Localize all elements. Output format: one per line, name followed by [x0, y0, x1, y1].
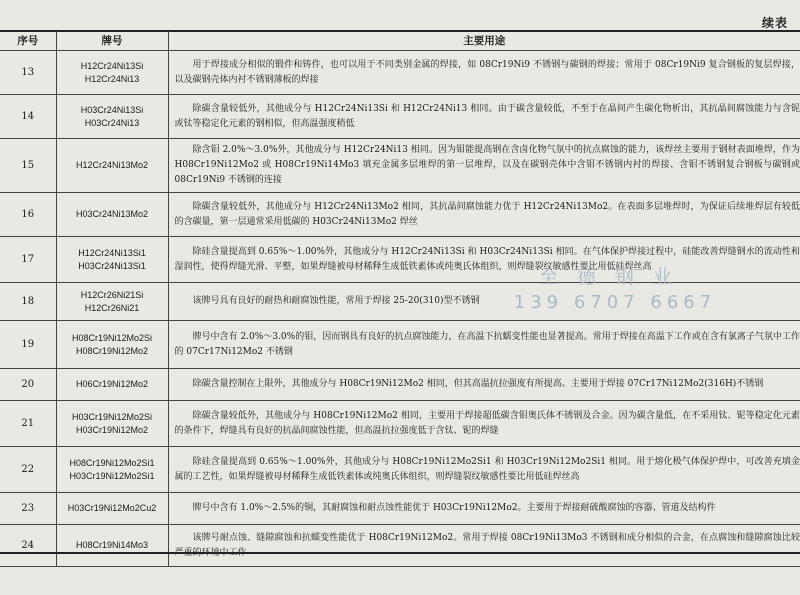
continued-label: 续表 — [761, 16, 788, 30]
table-header-row — [0, 31, 800, 51]
row-number: 22 — [0, 447, 56, 493]
grade-name: H03Cr19Ni12Mo2Si1 — [69, 470, 155, 481]
use-cell — [168, 525, 800, 567]
grade-cell — [56, 447, 168, 493]
grade-cell — [56, 525, 168, 567]
use-cell — [168, 283, 800, 321]
use-cell — [168, 369, 800, 401]
grade-name: H06Cr19Ni12Mo2 — [75, 379, 149, 389]
grade-name: H12Cr24Ni13Si — [80, 60, 144, 71]
header-grade: 牌号 — [56, 31, 168, 51]
grade-cell — [56, 283, 168, 321]
grade-cell — [56, 95, 168, 139]
use-text: 除碳含量较低外，其他成分与 H12Cr24Ni13Si 和 H12Cr24Ni13 相同。由于碳含量较低，不至于在晶间产生碳化物析出，其抗晶间腐蚀能力与含铌或钛等稳定化元素的钢相似，但高温强度稍低 — [174, 103, 800, 129]
row-number: 16 — [0, 193, 56, 237]
grade-cell — [56, 139, 168, 193]
table-row — [0, 369, 800, 401]
table-row — [0, 193, 800, 237]
grade-cell — [56, 401, 168, 447]
grade-cell — [56, 193, 168, 237]
row-number: 14 — [0, 95, 56, 139]
use-cell — [168, 95, 800, 139]
table-row — [0, 139, 800, 193]
row-number: 21 — [0, 401, 56, 447]
use-cell — [168, 193, 800, 237]
watermark-company: 至德钢业 — [538, 266, 691, 288]
use-text: 除碳含量较低外，其他成分与 H08Cr19Ni12Mo2 相同，主要用于焊接超低碳含钼奥氏体不锈钢及合金。因为碳含量低，在不采用钛、铌等稳定化元素的条件下，焊缝具有良好的抗晶间腐蚀性能，但高温抗拉强度低于含钛、铌的焊缝 — [174, 410, 800, 436]
grade-name: H03Cr24Ni13Mo2 — [75, 209, 149, 219]
watermark-phone: 139 6707 6667 — [513, 292, 717, 313]
row-number: 24 — [0, 525, 56, 567]
table-row — [0, 447, 800, 493]
header-no: 序号 — [0, 31, 56, 51]
grade-name: H03Cr19Ni12Mo2 — [75, 424, 149, 435]
grade-name: H12Cr24Ni13Si1 — [78, 247, 146, 258]
use-cell — [168, 51, 800, 95]
grade-name: H08Cr19Ni12Mo2 — [75, 345, 149, 356]
table-row — [0, 525, 800, 567]
row-number: 19 — [0, 321, 56, 369]
row-number: 15 — [0, 139, 56, 193]
row-number: 13 — [0, 51, 56, 95]
row-number: 18 — [0, 283, 56, 321]
grade-name: H03Cr24Ni13Si — [80, 104, 144, 115]
use-cell — [168, 139, 800, 193]
grade-cell — [56, 237, 168, 283]
use-text: 除含钼 2.0%～3.0%外，其他成分与 H12Cr24Ni13 相同。因为钼能提高钢在含卤化物气氛中的抗点腐蚀的能力，该焊丝主要用于钢材表面堆焊，作为 H08Cr19Ni12Mo2 或 H08Cr19Ni14Mo3 填充金属多层堆焊的第一层堆焊，以及在碳钢壳体中含钼不锈钢内衬的焊接、含钼不锈钢复合钢板与碳钢或 08Cr19Ni9 不锈钢的连接 — [174, 145, 800, 185]
welding-wire-table — [0, 31, 800, 567]
use-cell — [168, 401, 800, 447]
use-cell — [168, 493, 800, 525]
grade-name: H12Cr24Ni13Mo2 — [75, 160, 149, 170]
table-row — [0, 237, 800, 283]
use-cell — [168, 237, 800, 283]
use-text: 除碳含量控制在上限外，其他成分与 H08Cr19Ni12Mo2 相同，但其高温抗拉强度有所提高。主要用于焊接 07Cr17Ni12Mo2(316H)不锈钢 — [192, 379, 764, 389]
use-cell — [168, 321, 800, 369]
table-row — [0, 401, 800, 447]
grade-cell — [56, 51, 168, 95]
header-use: 主要用途 — [168, 31, 800, 51]
grade-name: H08Cr19Ni12Mo2Si — [71, 332, 153, 343]
grade-name: H08Cr19Ni12Mo2Si1 — [69, 457, 155, 468]
use-text: 除碳含量较低外，其他成分与 H12Cr24Ni13Mo2 相同，其抗晶间腐蚀能力优于 H12Cr24Ni13Mo2。在表面多层堆焊时，为保证后续堆焊层有较低的含碳量，第一层通常采用低碳的 H03Cr24Ni13Mo2 焊丝 — [174, 201, 800, 227]
grade-name: H03Cr24Ni13Si1 — [78, 260, 146, 271]
row-number: 17 — [0, 237, 56, 283]
table-row — [0, 321, 800, 369]
grade-cell — [56, 321, 168, 369]
use-text: 用于焊接成分相似的锻件和铸件，也可以用于不同类别金属的焊接，如 08Cr19Ni9 不锈钢与碳钢的焊接；常用于 08Cr19Ni9 复合钢板的复层焊接，以及碳钢壳体内衬不锈钢薄板的焊接 — [174, 59, 800, 85]
grade-name: H12Cr26Ni21 — [84, 302, 140, 313]
table-row — [0, 493, 800, 525]
table-row — [0, 51, 800, 95]
use-text: 除硅含量提高到 0.65%～1.00%外，其他成分与 H08Cr19Ni12Mo2Si1 和 H03Cr19Ni12Mo2Si1 相同。用于熔化极气体保护焊中，可改善充填金属的工艺性，如果焊缝被母材稀释生成低铁素体或纯奥氏体组织，则焊缝裂纹敏感性要比用低硅焊丝高 — [174, 456, 800, 482]
use-text: 牌号中含有 2.0%～3.0%的钼，因而钢具有良好的抗点腐蚀能力，在高温下抗蠕变性能也显著提高。常用于焊接在高温下工作或在含有氯离子气氛中工作的 07Cr17Ni12Mo2 不锈钢 — [174, 331, 800, 357]
use-text: 除硅含量提高到 0.65%～1.00%外，其他成分与 H12Cr24Ni13Si 和 H03Cr24Ni13Si 相同。在气体保护焊接过程中，硅能改善焊缝钢水的流动性和湿润性，使得焊缝光滑、平整，如果焊缝被母材稀释生成低铁素体或纯奥氏体组织，则焊缝裂纹敏感性要比用低硅焊丝高 — [174, 246, 800, 272]
row-number: 20 — [0, 369, 56, 401]
row-number: 23 — [0, 493, 56, 525]
use-text: 该牌号耐点蚀、缝隙腐蚀和抗蠕变性能优于 H08Cr19Ni12Mo2。常用于焊接 08Cr19Ni13Mo3 不锈钢和成分相似的合金，在点腐蚀和缝隙腐蚀比较 — [192, 532, 800, 543]
grade-name: H03Cr24Ni13 — [84, 117, 140, 128]
grade-name: H03Cr19Ni12Mo2Cu2 — [67, 503, 157, 513]
grade-name: H12Cr26Ni21Si — [80, 289, 144, 300]
grade-name: H12Cr24Ni13 — [84, 73, 140, 84]
use-cell — [168, 447, 800, 493]
grade-name: H03Cr19Ni12Mo2Si — [71, 411, 153, 422]
table-row — [0, 95, 800, 139]
grade-cell — [56, 369, 168, 401]
table-row — [0, 283, 800, 321]
bottom-rule — [0, 552, 800, 554]
grade-cell — [56, 493, 168, 525]
use-text: 牌号中含有 1.0%～2.5%的铜，其耐腐蚀和耐点蚀性能优于 H03Cr19Ni12Mo2。主要用于焊接耐硫酸腐蚀的容器、管道及结构件 — [192, 503, 716, 513]
use-text: 该牌号具有良好的耐热和耐腐蚀性能，常用于焊接 25-20(310)型不锈钢 — [192, 296, 480, 306]
grade-name: H08Cr19Ni14Mo3 — [75, 540, 149, 550]
